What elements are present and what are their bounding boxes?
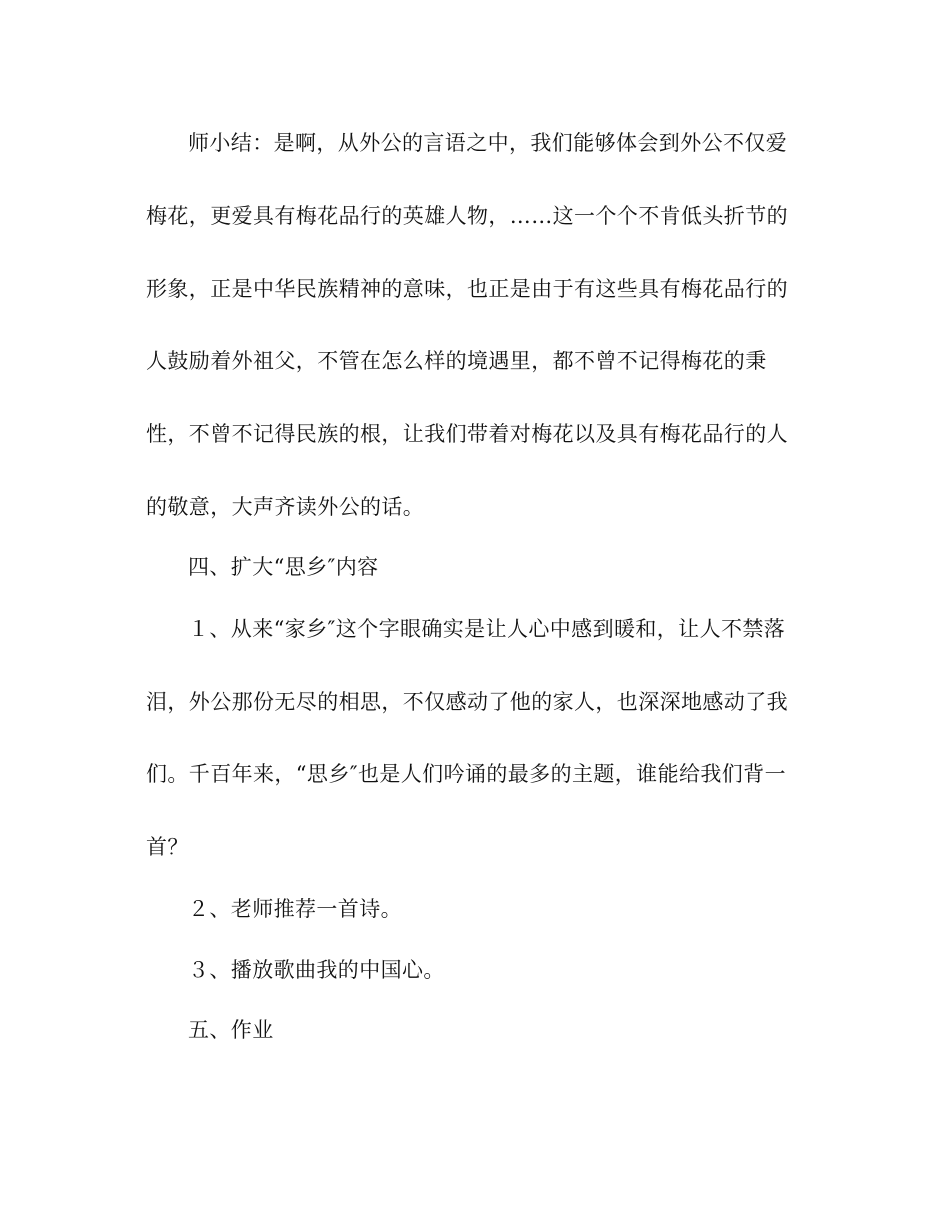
paragraph-summary-line-2: 梅花，更爱具有梅花品行的英雄人物，……这一个个不肯低头折节的 <box>146 204 788 228</box>
item-1-line-2: 泪，外公那份无尽的相思，不仅感动了他的家人，也深深地感动了我 <box>146 690 788 714</box>
paragraph-summary-line-4: 人鼓励着外祖父，不管在怎么样的境遇里，都不曾不记得梅花的秉 <box>146 349 767 373</box>
item-3: ３、播放歌曲我的中国心。 <box>188 958 445 982</box>
paragraph-summary-line-1: 师小结：是啊，从外公的言语之中，我们能够体会到外公不仅爱 <box>188 131 788 155</box>
item-1-line-1: １、从来“家乡″这个字眼确实是让人心中感到暖和，让人不禁落 <box>188 617 786 641</box>
section-heading-4: 四、扩大“思乡″内容 <box>188 555 379 579</box>
paragraph-summary-line-6: 的敬意，大声齐读外公的话。 <box>146 495 425 519</box>
item-1-line-4: 首？ <box>146 835 189 859</box>
paragraph-summary-line-3: 形象，正是中华民族精神的意味，也正是由于有这些具有梅花品行的 <box>146 277 788 301</box>
section-heading-5: 五、作业 <box>188 1018 274 1042</box>
item-1-line-3: 们。千百年来，“思乡″也是人们吟诵的最多的主题，谁能给我们背一 <box>146 762 786 786</box>
item-2: ２、老师推荐一首诗。 <box>188 897 402 921</box>
paragraph-summary-line-5: 性，不曾不记得民族的根，让我们带着对梅花以及具有梅花品行的人 <box>146 422 788 446</box>
